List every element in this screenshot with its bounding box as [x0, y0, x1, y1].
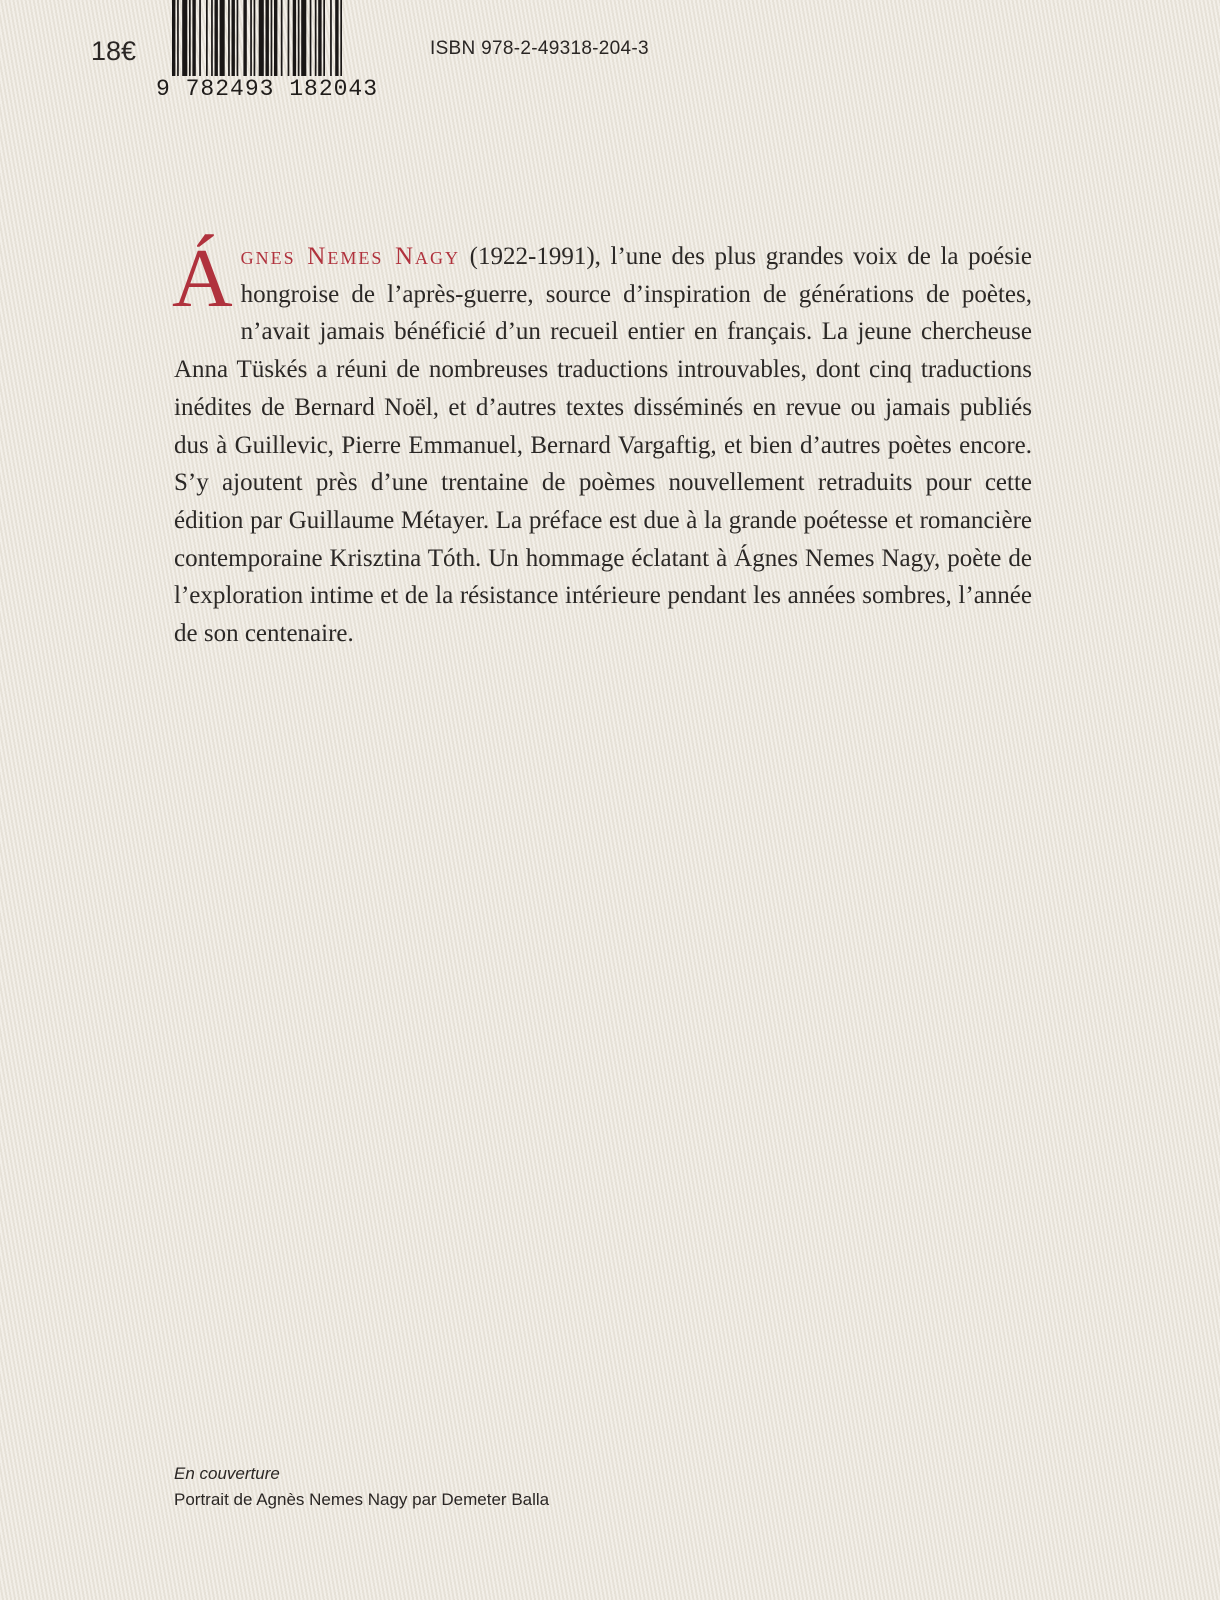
barcode-bar	[335, 0, 338, 76]
barcode-bar	[220, 0, 225, 76]
barcode-bar	[192, 0, 195, 76]
barcode-bar	[340, 0, 342, 76]
barcode-bar	[182, 0, 187, 76]
barcode-bars	[172, 0, 392, 76]
barcode	[156, 0, 398, 106]
drop-cap: Á	[172, 232, 233, 325]
barcode-bar	[323, 0, 325, 76]
back-cover-blurb	[172, 232, 1032, 653]
barcode-bar	[199, 0, 201, 76]
barcode-bar	[189, 0, 191, 76]
author-name: gnes Nemes Nagy	[240, 243, 461, 270]
barcode-bar	[281, 0, 283, 76]
barcode-bar	[271, 0, 273, 76]
barcode-bar	[243, 0, 246, 76]
barcode-bar	[315, 0, 317, 76]
barcode-bar	[206, 0, 208, 76]
cover-credit-label: En couverture	[174, 1464, 280, 1483]
barcode-bar	[177, 0, 179, 76]
barcode-bar	[211, 0, 213, 76]
barcode-bar	[274, 0, 277, 76]
cover-credit	[174, 1461, 549, 1513]
barcode-bar	[237, 0, 239, 76]
cover-credit-text: Portrait de Agnès Nemes Nagy par Demeter Balla	[174, 1490, 550, 1509]
barcode-bar	[250, 0, 252, 76]
barcode-digits: 9 782493 182043	[156, 76, 379, 102]
isbn-label: ISBN 978-2-49318-204-3	[430, 38, 649, 59]
price-label: 18€	[91, 36, 137, 66]
barcode-bar	[254, 0, 256, 76]
barcode-bar	[330, 0, 332, 76]
barcode-bar	[301, 0, 306, 76]
barcode-bar	[293, 0, 296, 76]
barcode-bar	[298, 0, 300, 76]
barcode-bar	[310, 0, 312, 76]
barcode-bar	[232, 0, 235, 76]
barcode-bar	[318, 0, 321, 76]
barcode-bar	[288, 0, 290, 76]
barcode-bar	[266, 0, 269, 76]
barcode-bar	[215, 0, 218, 76]
barcode-bar	[259, 0, 264, 76]
blurb-text: (1922-1991), l’une des plus grandes voix de la poésie hongroise de l’après-guerre, source d’inspiration de générations de poètes, n’avait jamais bénéficié d’un recueil entier en français. La jeune chercheuse Anna Tüskés a réuni de nombreuses traductions introuvables, dont cinq traductions inédites de Bernard Noël, et d’autres textes disséminés en revue ou jamais publiés dus à Guillevic, Pierre Emmanuel, Bernard Vargaftig, et bien d’autres poètes encore. S’y ajoutent près d’une trentaine de poèmes nouvellement retraduits pour cette édition par Guillaume Métayer. La préface est due à la grande poétesse et romancière contemporaine Krisztina Tóth. Un hommage éclatant à Ágnes Nemes Nagy, poète de l’exploration intime et de la résistance intérieure pendant les années sombres, l’année de son centenaire.	[174, 243, 1032, 648]
barcode-bar	[172, 0, 175, 76]
barcode-bar	[228, 0, 230, 76]
